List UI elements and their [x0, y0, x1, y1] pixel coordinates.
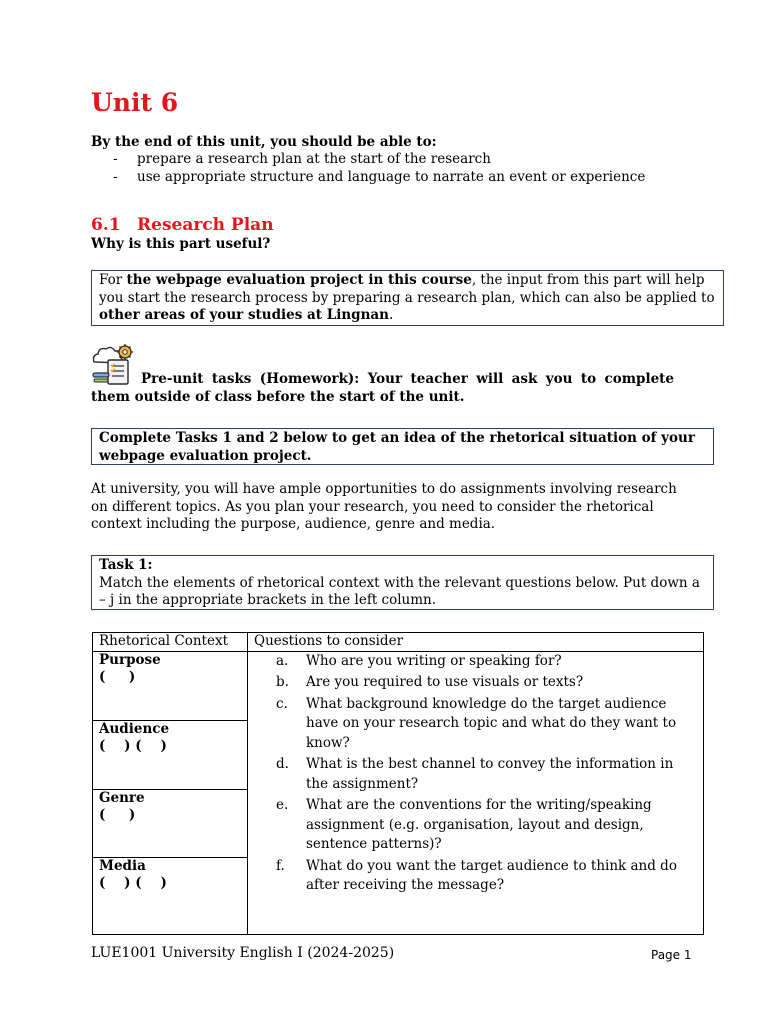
homework-note [91, 371, 674, 406]
homework-text: Pre-unit tasks (Homework): Your teacher will ask you to complete them outside of class before the start of the unit. [91, 371, 674, 405]
box-emphasis: other areas of your studies at Lingnan [99, 307, 389, 323]
question-letter: b. [276, 674, 289, 690]
rhetorical-context-table [92, 632, 704, 935]
answer-brackets[interactable]: ( ) ( ) [99, 738, 167, 754]
answer-brackets[interactable]: ( ) [99, 807, 136, 823]
question-letter: a. [276, 652, 289, 669]
context-name: Purpose [99, 651, 161, 668]
question-text: What are the conventions for the writing/speaking assignment (e.g. organisation, layout and design, sentence patterns)? [306, 797, 652, 852]
question-text: What do you want the target audience to think and do after receiving the message? [306, 857, 677, 893]
context-cell-audience[interactable] [93, 720, 248, 789]
objective-text: prepare a research plan at the start of the research [137, 151, 491, 167]
list-item [276, 755, 697, 794]
question-text: Are you required to use visuals or texts? [306, 674, 584, 690]
context-cell-purpose[interactable] [93, 651, 248, 720]
page-number: Page 1 [651, 948, 692, 962]
box-emphasis: the webpage evaluation project in this course [126, 272, 472, 288]
bullet-dash: - [113, 169, 118, 185]
context-name: Media [99, 857, 146, 874]
table-row [93, 651, 704, 720]
questions-cell [248, 651, 704, 934]
list-item [276, 673, 697, 693]
tasks-instruction-text: Complete Tasks 1 and 2 below to get an idea of the rhetorical situation of your webpage evaluation project. [99, 430, 695, 464]
question-text: What is the best channel to convey the information in the assignment? [306, 756, 674, 792]
footer-course: LUE1001 University English I (2024-2025) [91, 945, 395, 961]
task1-instructions: Match the elements of rhetorical context with the relevant questions below. Put down a – j in the appropriate brackets in the left column. [99, 574, 700, 608]
answer-brackets[interactable]: ( ) [99, 669, 136, 685]
header-cell: Rhetorical Context [93, 633, 248, 652]
context-name: Audience [99, 720, 170, 737]
bullet-dash: - [113, 151, 118, 167]
objective-item-1 [113, 151, 491, 169]
box-text: For [99, 272, 127, 288]
list-item [276, 652, 697, 672]
question-text: What background knowledge do the target audience have on your research topic and what do they want to know? [306, 695, 677, 751]
box-text: . [389, 307, 394, 323]
context-cell-media[interactable] [93, 857, 248, 934]
question-letter: d. [276, 756, 289, 772]
objective-item-2 [113, 169, 645, 187]
questions-list [254, 652, 697, 896]
section-number: 6.1 [91, 215, 121, 235]
objectives-heading: By the end of this unit, you should be able to: [91, 134, 437, 150]
list-item [276, 857, 697, 896]
list-item [276, 695, 697, 754]
table-header-row [93, 633, 704, 652]
box-text: , the input from this part will help you start the research process by preparing a research plan, which can also be applied to [99, 272, 715, 306]
question-letter: e. [276, 797, 289, 813]
list-item [276, 796, 697, 855]
answer-brackets[interactable]: ( ) ( ) [99, 875, 167, 891]
section-title [91, 214, 274, 236]
question-text: Who are you writing or speaking for? [306, 652, 562, 669]
context-name: Genre [99, 789, 145, 806]
question-letter: f. [276, 857, 285, 874]
intro-paragraph: At university, you will have ample opportunities to do assignments involving research on different topics. As you plan your research, you need to consider the rhetorical context including the purpose, audience, genre and media. [91, 481, 677, 532]
unit-title: Unit 6 [91, 88, 179, 117]
why-useful-heading: Why is this part useful? [91, 236, 271, 252]
task1-box [91, 555, 714, 610]
section-name: Research Plan [137, 215, 274, 235]
objective-text: use appropriate structure and language to narrate an event or experience [137, 169, 646, 185]
question-letter: c. [276, 695, 288, 712]
task1-label: Task 1: [99, 557, 153, 573]
tasks-instruction-box [91, 428, 714, 465]
context-cell-genre[interactable] [93, 789, 248, 857]
header-cell: Questions to consider [248, 633, 704, 652]
purpose-box [91, 270, 724, 326]
